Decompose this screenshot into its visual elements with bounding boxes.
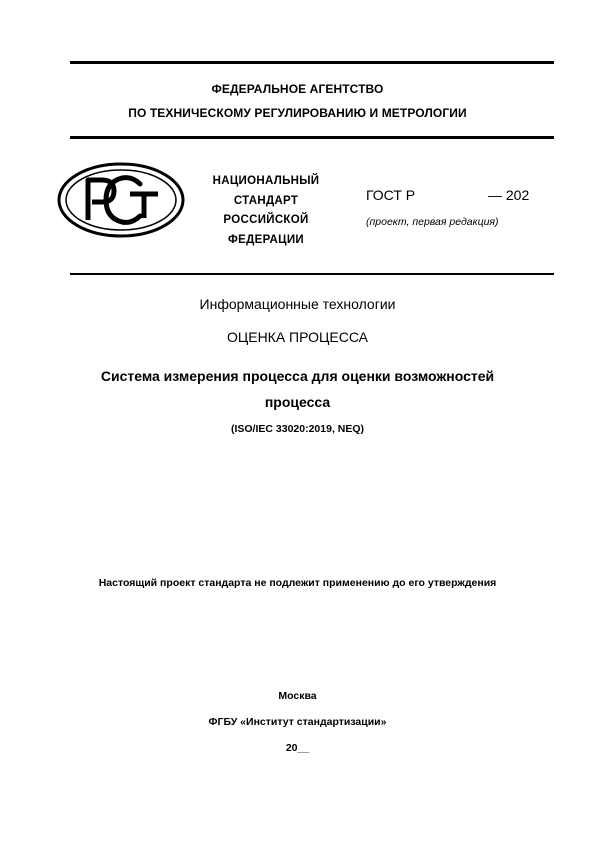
footer-organization: ФГБУ «Институт стандартизации» xyxy=(208,716,387,728)
agency-bottom-rule xyxy=(70,136,554,139)
title-line-1: Информационные технологии xyxy=(199,296,396,312)
footer-year: 20__ xyxy=(285,742,310,754)
draft-notice: Настоящий проект стандарта не подлежит применению до его утверждения xyxy=(98,577,497,589)
gost-designation: ГОСТ Р xyxy=(366,187,416,203)
rst-logo-icon xyxy=(56,162,186,238)
national-standard-line-2: СТАНДАРТ xyxy=(233,195,299,207)
footer-city: Москва xyxy=(278,690,317,702)
title-line-2: ОЦЕНКА ПРОЦЕССА xyxy=(226,329,368,345)
national-standard-line-4: ФЕДЕРАЦИИ xyxy=(228,234,304,246)
agency-line-1: ФЕДЕРАЛЬНОЕ АГЕНТСТВО xyxy=(211,82,384,96)
title-line-3a: Система измерения процесса для оценки возможностей xyxy=(100,368,495,384)
header-bottom-rule xyxy=(70,273,554,275)
title-line-3 xyxy=(0,363,595,415)
draft-note: (проект, первая редакция) xyxy=(366,216,499,228)
standard-reference: (ISO/IEC 33020:2019, NEQ) xyxy=(230,423,365,435)
national-standard-line-1: НАЦИОНАЛЬНЫЙ xyxy=(212,175,320,187)
title-line-3b: процесса xyxy=(264,394,331,410)
national-standard-line-3: РОССИЙСКОЙ xyxy=(223,214,309,226)
top-rule xyxy=(70,61,554,64)
agency-line-2: ПО ТЕХНИЧЕСКОМУ РЕГУЛИРОВАНИЮ И МЕТРОЛОГИИ xyxy=(128,106,467,120)
gost-number: — 202 xyxy=(488,187,530,203)
